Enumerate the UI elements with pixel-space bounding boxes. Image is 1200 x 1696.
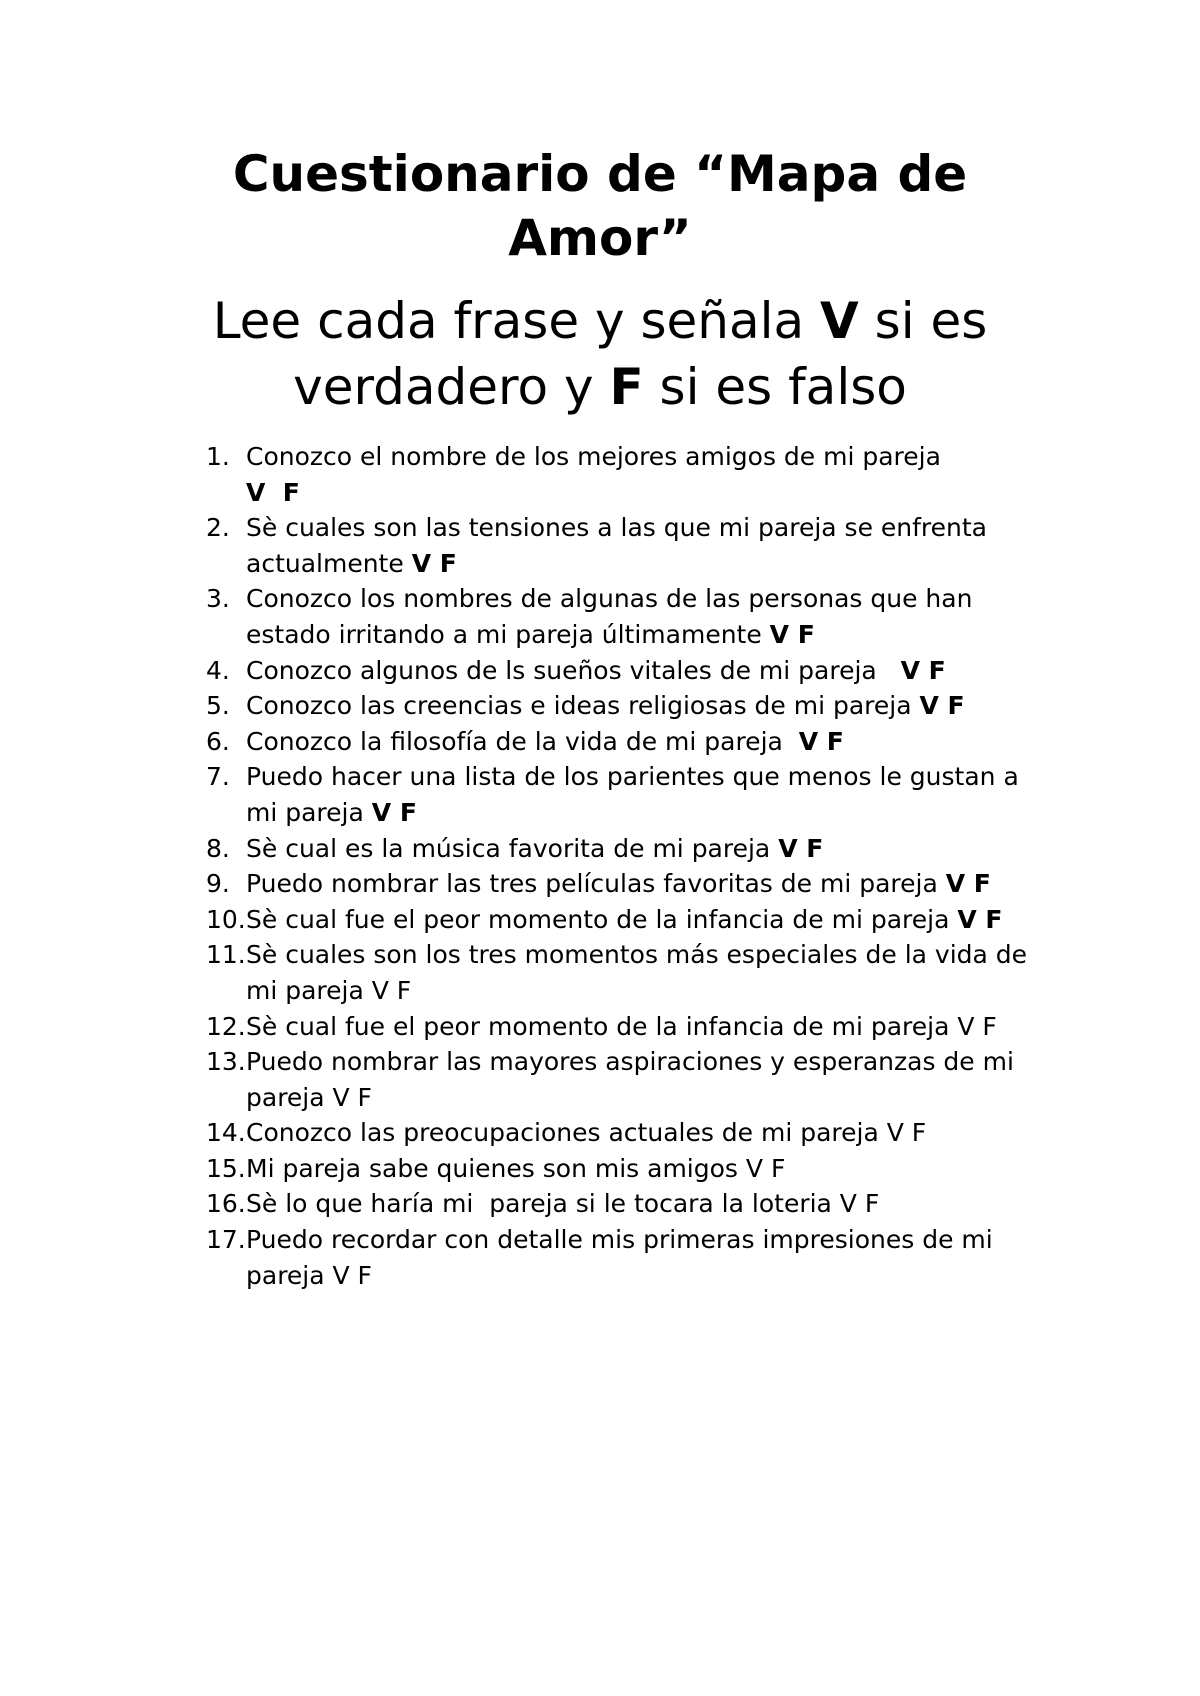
list-item xyxy=(206,1151,1036,1187)
item-number: 6. xyxy=(206,726,230,756)
item-text: Conozco las preocupaciones actuales de mi pareja V F xyxy=(246,1118,927,1148)
list-item xyxy=(206,688,1036,724)
item-number: 9. xyxy=(206,869,230,899)
item-text: Puedo nombrar las tres películas favoritas de mi pareja xyxy=(246,869,946,899)
instructions xyxy=(150,288,1050,420)
true-false-options: V F xyxy=(900,655,946,685)
true-false-options: V F xyxy=(945,869,991,899)
list-item xyxy=(206,1115,1036,1151)
item-text: Conozco algunos de ls sueños vitales de mi pareja xyxy=(246,655,901,685)
true-false-options: V F xyxy=(246,477,300,507)
list-item xyxy=(206,1009,1036,1045)
item-number: 5. xyxy=(206,691,230,721)
item-text: Sè cual es la música favorita de mi pareja xyxy=(246,833,779,863)
item-number: 10. xyxy=(206,904,246,934)
item-number: 15. xyxy=(206,1153,246,1183)
instructions-part1: Lee cada frase y señala xyxy=(212,292,821,350)
list-item xyxy=(206,724,1036,760)
item-number: 17. xyxy=(206,1225,246,1255)
item-text: Sè lo que haría mi pareja si le tocara la loteria V F xyxy=(246,1189,880,1219)
list-item xyxy=(206,653,1036,689)
list-item xyxy=(206,759,1036,830)
item-text: Puedo recordar con detalle mis primeras impresiones de mi pareja V F xyxy=(246,1225,993,1290)
true-false-options: V F xyxy=(798,726,844,756)
true-false-options: V F xyxy=(957,904,1003,934)
instructions-v: V xyxy=(820,292,859,350)
item-text: Conozco los nombres de algunas de las personas que han estado irritando a mi pareja últimamente xyxy=(246,584,973,649)
item-number: 14. xyxy=(206,1118,246,1148)
list-item xyxy=(206,1222,1036,1293)
list-item xyxy=(206,1186,1036,1222)
item-text: Conozco las creencias e ideas religiosas de mi pareja xyxy=(246,691,920,721)
item-text: Sè cual fue el peor momento de la infancia de mi pareja xyxy=(246,904,958,934)
true-false-options: V F xyxy=(769,619,815,649)
item-number: 16. xyxy=(206,1189,246,1219)
list-item xyxy=(206,866,1036,902)
list-item xyxy=(206,831,1036,867)
item-number: 7. xyxy=(206,762,230,792)
question-list xyxy=(206,439,1036,1293)
item-text: Sè cuales son las tensiones a las que mi pareja se enfrenta actualmente xyxy=(246,513,988,578)
true-false-options: V F xyxy=(778,833,824,863)
item-text: Mi pareja sabe quienes son mis amigos V F xyxy=(246,1153,786,1183)
item-number: 11. xyxy=(206,940,246,970)
list-item xyxy=(206,439,1036,510)
true-false-options: V F xyxy=(919,691,965,721)
item-text: Sè cual fue el peor momento de la infancia de mi pareja V F xyxy=(246,1011,997,1041)
item-number: 2. xyxy=(206,513,230,543)
true-false-options: V F xyxy=(371,797,417,827)
item-text: Puedo hacer una lista de los parientes que menos le gustan a mi pareja xyxy=(246,762,1019,827)
item-text: Conozco la filosofía de la vida de mi pareja xyxy=(246,726,799,756)
page-title: Cuestionario de “Mapa de Amor” xyxy=(232,145,968,267)
item-text: Puedo nombrar las mayores aspiraciones y esperanzas de mi pareja V F xyxy=(246,1047,1014,1112)
list-item xyxy=(206,902,1036,938)
instructions-part2: si es verdadero y xyxy=(293,292,988,416)
list-item xyxy=(206,581,1036,652)
list-item xyxy=(206,1044,1036,1115)
item-number: 3. xyxy=(206,584,230,614)
item-number: 1. xyxy=(206,442,230,471)
instructions-f: F xyxy=(609,358,644,416)
list-item xyxy=(206,510,1036,581)
item-text: Conozco el nombre de los mejores amigos de mi pareja xyxy=(246,442,941,471)
list-item xyxy=(206,937,1036,1008)
item-number: 4. xyxy=(206,655,230,685)
instructions-part3: si es falso xyxy=(643,358,907,416)
item-number: 13. xyxy=(206,1047,246,1077)
item-number: 12. xyxy=(206,1011,246,1041)
true-false-options: V F xyxy=(411,548,457,578)
item-text: Sè cuales son los tres momentos más especiales de la vida de mi pareja V F xyxy=(246,940,1028,1005)
item-number: 8. xyxy=(206,833,230,863)
